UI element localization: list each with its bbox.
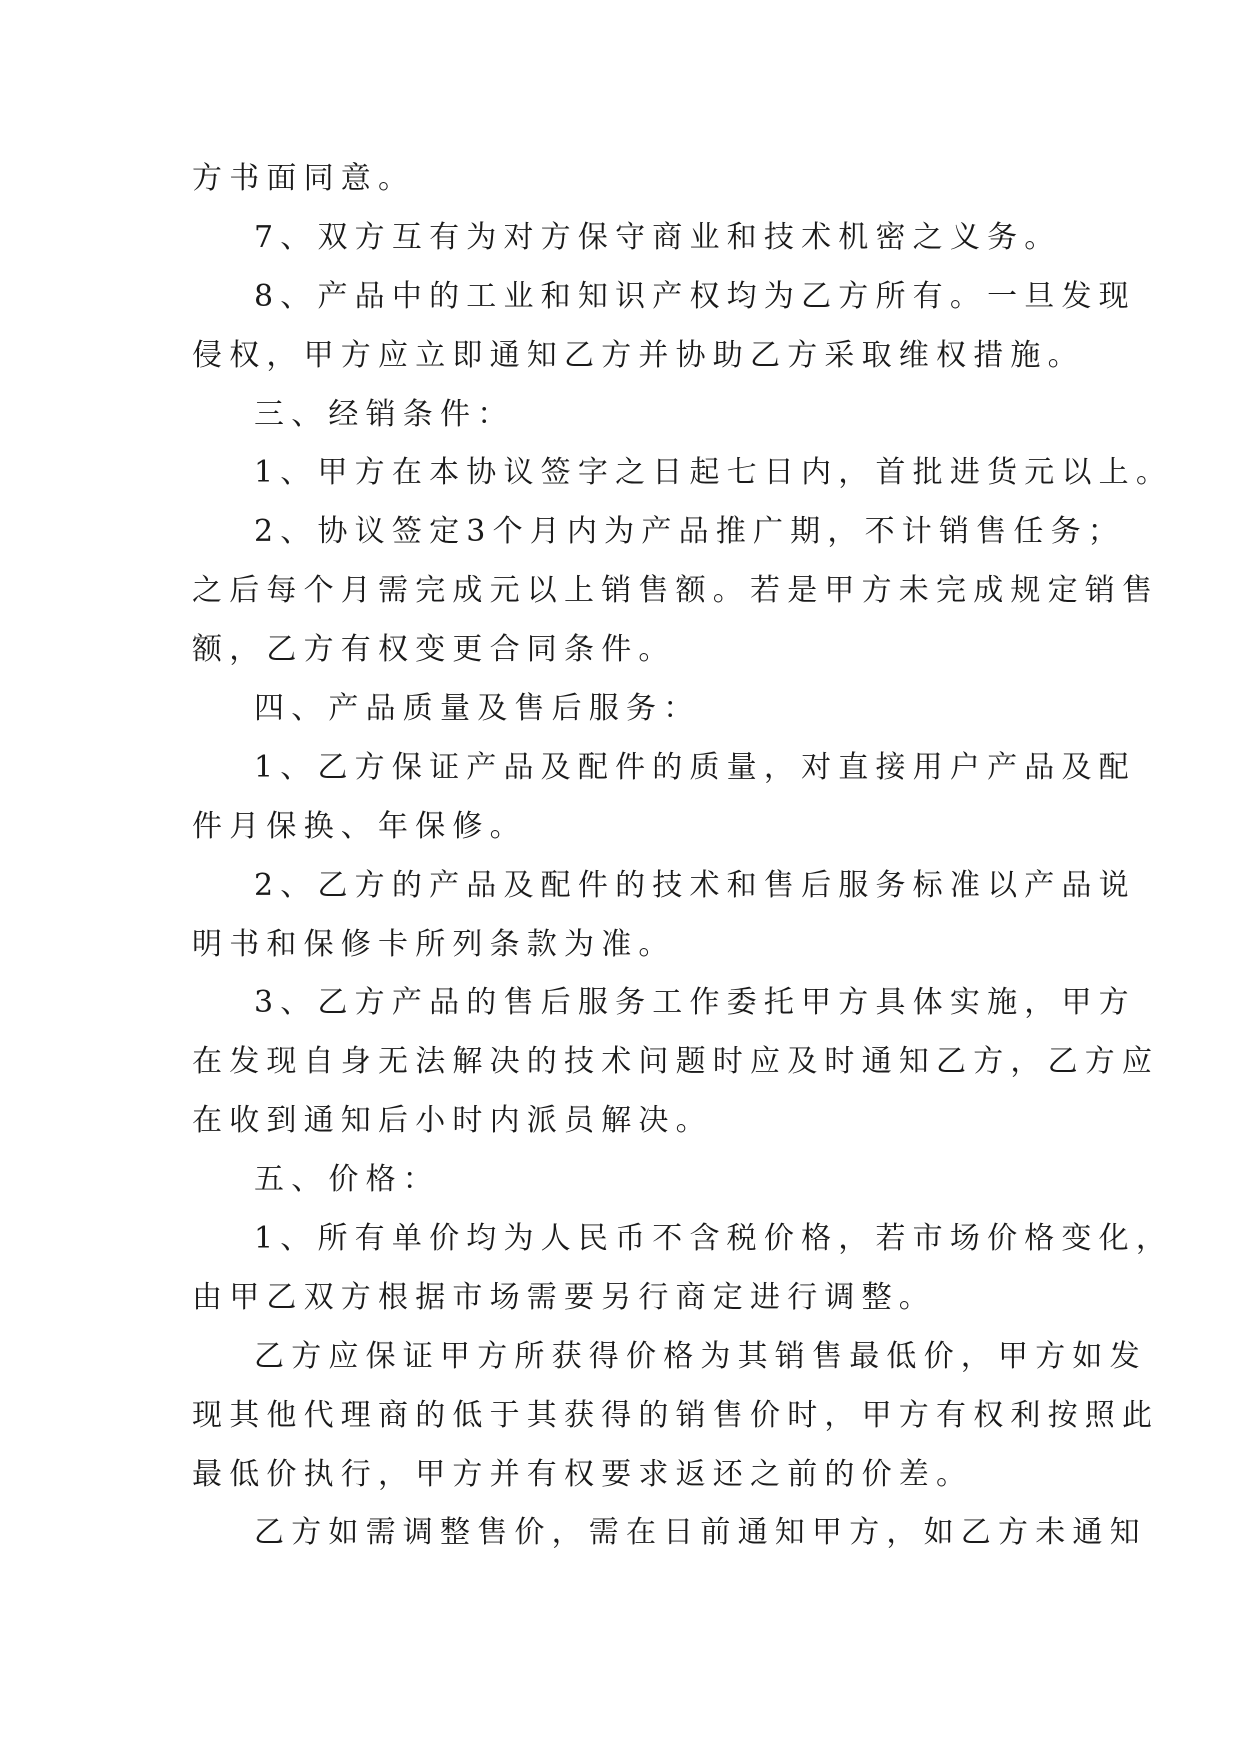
text-line: 明书和保修卡所列条款为准。 [192,926,676,962]
section-heading: 五、价格： [254,1162,440,1198]
text-line: 7、双方互有为对方保守商业和技术机密之义务。 [254,219,1062,255]
text-line: 乙方如需调整售价，需在日前通知甲方，如乙方未通知 [254,1515,1147,1551]
text-line: 1、甲方在本协议签字之日起七日内，首批进货元以上。 [254,455,1174,491]
text-line: 最低价执行，甲方并有权要求返还之前的价差。 [192,1456,974,1492]
text-line: 乙方应保证甲方所获得价格为其销售最低价，甲方如发 [254,1338,1147,1374]
section-heading: 三、经销条件： [254,396,515,432]
text-line: 3、乙方产品的售后服务工作委托甲方具体实施，甲方 [254,985,1136,1021]
text-line: 8、产品中的工业和知识产权均为乙方所有。一旦发现 [254,278,1136,314]
section-heading: 四、产品质量及售后服务： [254,691,701,727]
document-body [192,150,1174,1563]
text-line: 由甲乙双方根据市场需要另行商定进行调整。 [192,1279,936,1315]
text-line: 在发现自身无法解决的技术问题时应及时通知乙方，乙方应 [192,1044,1160,1080]
text-line: 2、乙方的产品及配件的技术和售后服务标准以产品说 [254,867,1136,903]
text-line: 在收到通知后小时内派员解决。 [192,1103,713,1139]
text-line: 侵权，甲方应立即通知乙方并协助乙方采取维权措施。 [192,337,1085,373]
text-line: 之后每个月需完成元以上销售额。若是甲方未完成规定销售 [192,573,1160,609]
text-line: 1、乙方保证产品及配件的质量，对直接用户产品及配 [254,749,1136,785]
text-line: 1、所有单价均为人民币不含税价格，若市场价格变化， [254,1221,1174,1257]
text-line: 件月保换、年保修。 [192,808,527,844]
text-line: 现其他代理商的低于其获得的销售价时，甲方有权利按照此 [192,1397,1160,1433]
text-line: 2、协议签定3个月内为产品推广期，不计销售任务； [254,514,1125,550]
text-line: 额，乙方有权变更合同条件。 [192,632,676,668]
text-line: 方书面同意。 [192,161,416,196]
